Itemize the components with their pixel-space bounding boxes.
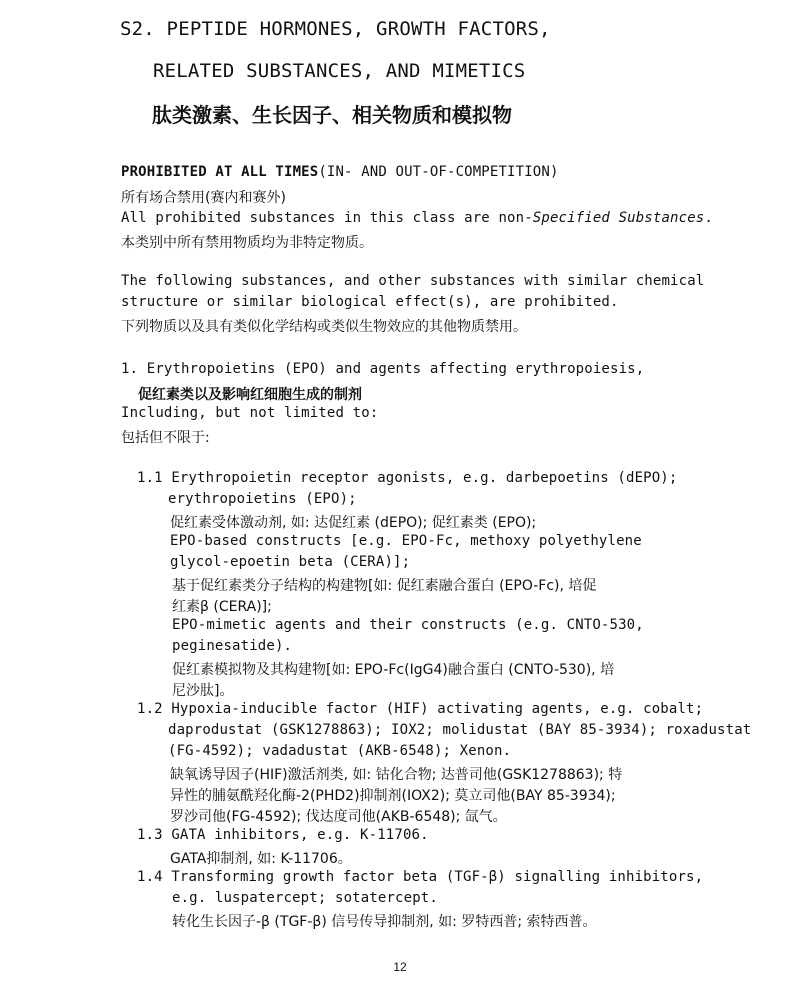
item-1-4-line-1: 1.4 Transforming growth factor beta (TGF-β) signalling inhibitors, (137, 869, 704, 885)
item-1-1-line-3: 促红素受体激动剂, 如: 达促红素 (dEPO); 促红素类 (EPO); (170, 515, 537, 531)
item-1-1-line-10: 促红素模拟物及其构建物[如: EPO-Fc(IgG4)融合蛋白 (CNTO-530), 培 (172, 662, 615, 678)
prohibited-statement (121, 164, 559, 180)
non-specified-period: . (704, 210, 713, 226)
including-text: Including, but not limited to: (121, 405, 379, 421)
item-1-2-line-1: 1.2 Hypoxia-inducible factor (HIF) activating agents, e.g. cobalt; (137, 701, 704, 717)
group-1-heading-chinese: 促红素类以及影响红细胞生成的制剂 (138, 387, 362, 403)
item-1-1-line-6: 基于促红素类分子结构的构建物[如: 促红素融合蛋白 (EPO-Fc), 培促 (172, 578, 597, 594)
following-substances-chinese: 下列物质以及具有类似化学结构或类似生物效应的其他物质禁用。 (121, 319, 527, 335)
non-specified-statement (121, 210, 713, 226)
prohibited-emphasis: PROHIBITED AT ALL TIMES (121, 164, 319, 180)
item-1-1-line-4: EPO-based constructs [e.g. EPO-Fc, methoxy polyethylene (170, 533, 642, 549)
prohibited-statement-chinese: 所有场合禁用(赛内和赛外) (121, 190, 286, 206)
item-1-1-line-2: erythropoietins (EPO); (168, 491, 357, 507)
item-1-1-line-1: 1.1 Erythropoietin receptor agonists, e.g. darbepoetins (dEPO); (137, 470, 678, 486)
item-1-4-line-3: 转化生长因子-β (TGF-β) 信号传导抑制剂, 如: 罗特西普; 索特西普。 (172, 914, 597, 930)
non-specified-statement-chinese: 本类别中所有禁用物质均为非特定物质。 (121, 235, 373, 251)
item-1-1-line-11: 尼沙肽]。 (172, 683, 234, 699)
including-text-chinese: 包括但不限于: (121, 430, 210, 446)
item-1-4-line-2: e.g. luspatercept; sotatercept. (172, 890, 438, 906)
item-1-1-line-8: EPO-mimetic agents and their constructs (e.g. CNTO-530, (172, 617, 644, 633)
specified-substances-term: Specified Substances (532, 210, 705, 226)
item-1-2-line-4: 缺氧诱导因子(HIF)激活剂类, 如: 钴化合物; 达普司他(GSK1278863); 特 (170, 767, 623, 783)
prohibited-qualifier: (IN- AND OUT-OF-COMPETITION) (318, 164, 559, 180)
following-substances-line-1: The following substances, and other substances with similar chemical (121, 273, 705, 289)
item-1-2-line-5: 异性的脯氨酰羟化酶-2(PHD2)抑制剂(IOX2); 莫立司他(BAY 85-3934); (170, 788, 616, 804)
item-1-2-line-3: (FG-4592); vadadustat (AKB-6548); Xenon. (168, 743, 512, 759)
item-1-1-line-9: peginesatide). (172, 638, 293, 654)
non-specified-text: All prohibited substances in this class are non- (121, 210, 533, 226)
item-1-3-line-1: 1.3 GATA inhibitors, e.g. K-11706. (137, 827, 429, 843)
following-substances-line-2: structure or similar biological effect(s), are prohibited. (121, 294, 619, 310)
section-title-line-2: RELATED SUBSTANCES, AND MIMETICS (153, 60, 526, 82)
section-title-line-1: S2. PEPTIDE HORMONES, GROWTH FACTORS, (120, 18, 551, 40)
page-number: 12 (393, 960, 407, 974)
item-1-2-line-2: daprodustat (GSK1278863); IOX2; molidustat (BAY 85-3934); roxadustat (168, 722, 752, 738)
group-1-heading: 1. Erythropoietins (EPO) and agents affecting erythropoiesis, (121, 361, 645, 377)
item-1-1-line-5: glycol-epoetin beta (CERA)]; (170, 554, 411, 570)
item-1-2-line-6: 罗沙司他(FG-4592); 伐达度司他(AKB-6548); 氙气。 (170, 809, 507, 825)
section-title-chinese: 肽类激素、生长因子、相关物质和模拟物 (152, 103, 512, 127)
item-1-1-line-7: 红素β (CERA)]; (172, 599, 272, 615)
item-1-3-line-2: GATA抑制剂, 如: K-11706。 (170, 851, 352, 867)
